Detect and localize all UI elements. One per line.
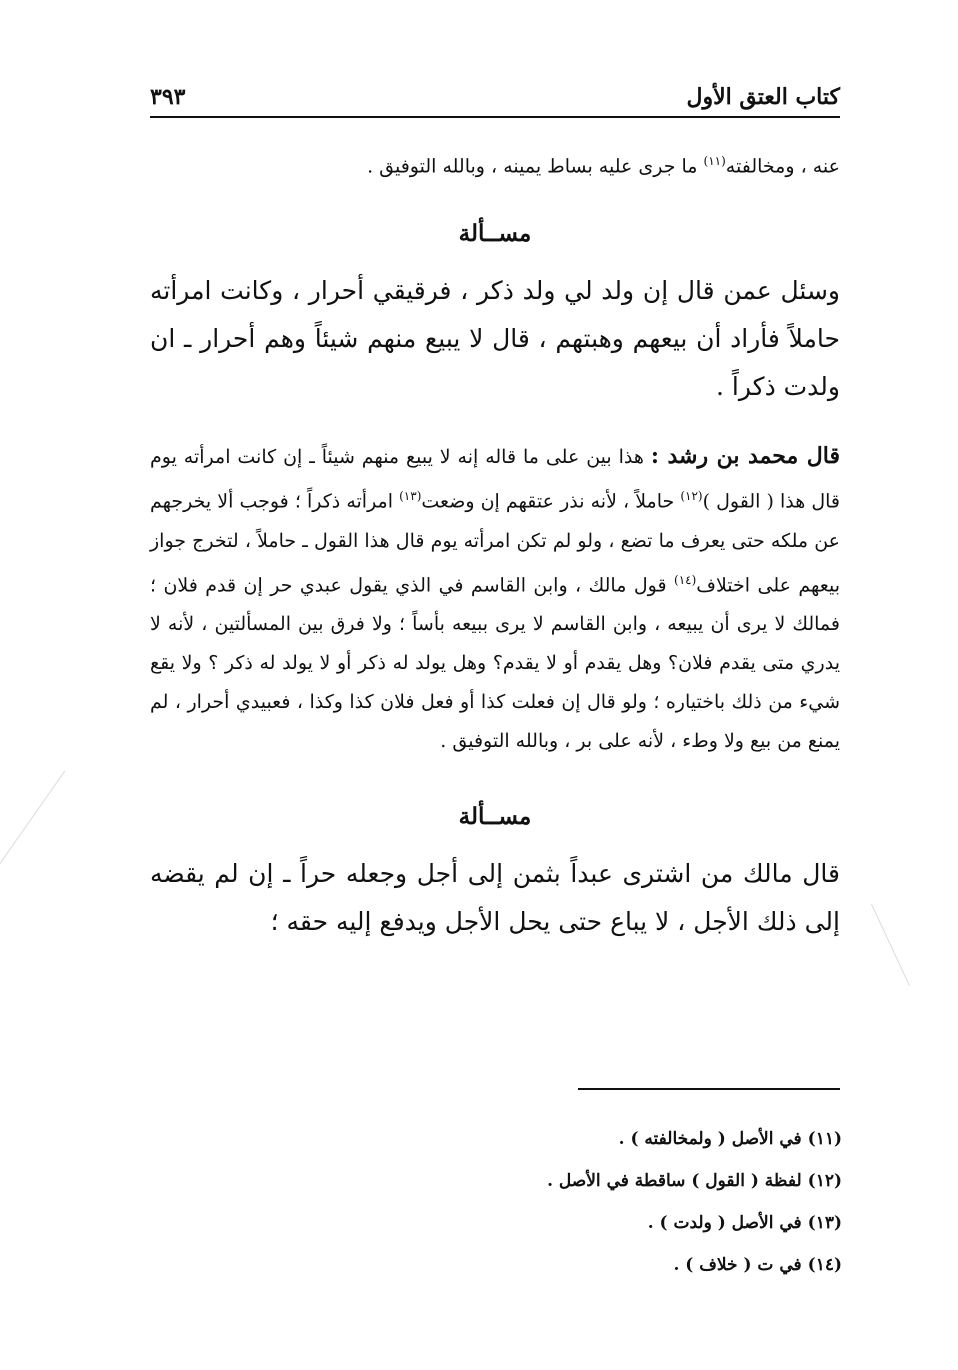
opening-text: عنه ، ومخالفته [725,155,840,178]
footnote-number: (١٣) [807,1213,842,1233]
commentary-text-c: امرأته ذكراً ؛ فوجب ألا يخرجهم عن ملكه حتى يعرف ما تضع ، ولو لم تكن امرأته يوم قال هذا القول ـ حاملاً ، لتخرج جواز بيعهم على اختلاف [150,490,840,596]
scan-artifact-line [0,771,65,870]
footnote-ref-14: (١٤) [674,572,697,587]
footnote-item [342,1118,842,1160]
footnote-item [342,1244,842,1286]
page-number: ٣٩٣ [150,84,186,110]
question-paragraph-1: وسئل عمن قال إن ولد لي ولد ذكر ، فرقيقي أحرار ، وكانت امرأته حاملاً فأراد أن بيعهم وهبتهم ، قال لا يبيع منهم شيئاً وهم أحرار ـ ان ولدت ذكراً . [150,276,840,402]
footnote-ref-12: (١٢) [680,489,703,504]
commentary-paragraph [150,437,840,761]
commentary-text-b: حاملاً ، لأنه نذر عتقهم إن وضعت [421,490,681,513]
footnote-ref-11: (١١) [703,154,726,168]
footnote-text: لفظة ( القول ) ساقطة في الأصل . [547,1171,802,1191]
footnote-item [342,1160,842,1202]
commentary-text-a: هذا بين على ما قاله إنه لا يبيع منهم شيئاً ـ إن كانت امرأته يوم قال هذا ( القول ) [150,446,841,513]
footnote-number: (١٤) [807,1255,842,1275]
footnote-divider [578,1088,840,1090]
scan-artifact-line [871,904,910,986]
footnote-ref-13: (١٣) [399,489,422,504]
opening-text-rest: ما جرى عليه بساط يمينه ، وبالله التوفيق . [367,155,704,178]
footnote-number: (١١) [807,1129,842,1149]
section-heading-1: مســألة [458,220,532,248]
footnote-text: في ت ( خلاف ) . [673,1255,802,1275]
footnote-text: في الأصل ( ولدت ) . [647,1213,802,1233]
question-paragraph-2: قال مالك من اشترى عبداً بثمن إلى أجل وجعله حراً ـ إن لم يقضه إلى ذلك الأجل ، لا يباع حتى يحل الأجل ويدفع إليه حقه ؛ [150,858,840,936]
footnote-text: في الأصل ( ولمخالفته ) . [618,1129,802,1149]
commentator-name: قال محمد بن رشد : [650,443,840,470]
footnotes-list [342,1118,842,1286]
footnote-number: (١٢) [807,1171,842,1191]
opening-paragraph [150,142,840,186]
page-header [150,72,840,118]
footnote-item [342,1202,842,1244]
commentary-text-d: قول مالك ، وابن القاسم في الذي يقول عبدي حر إن قدم فلان ؛ فمالك لا يرى أن يبيعه ، وابن القاسم لا يرى ببيعه بأساً ؛ ولا فرق بين المسألتين ، لأنه لا يدري متى يقدم فلان؟ وهل يقدم أو لا يقدم؟ وهل يولد له ذكر أو لا يولد له ذكر ؟ ولا يقع شيء من ذلك باختياره ؛ ولو قال إن فعلت كذا أو فعل فلان كذا وكذا ، فعبيدي أحرار ، لم يمنع من بيع ولا وطء ، لأنه على بر ، وبالله التوفيق . [150,573,840,752]
section-heading-2: مســألة [458,802,532,830]
book-title: كتاب العتق الأول [686,84,840,110]
page-body [150,140,840,946]
